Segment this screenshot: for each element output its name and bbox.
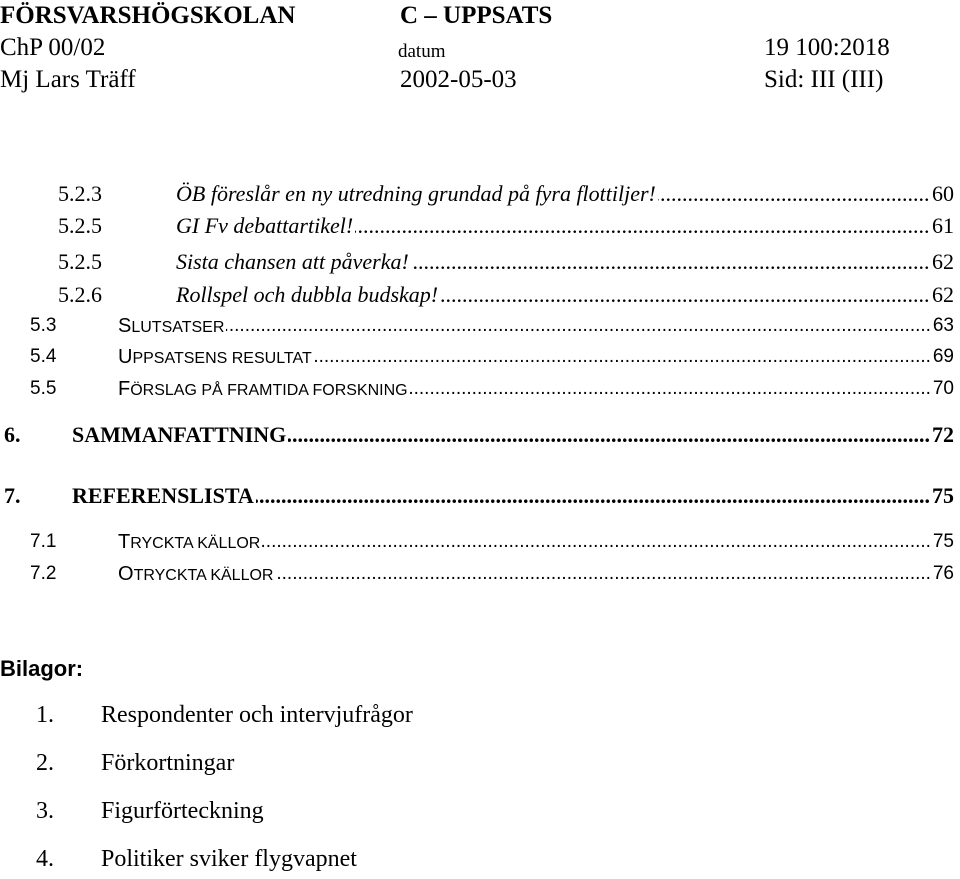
date-label: datum [398,41,446,62]
toc-number: 5.4 [30,346,57,367]
toc-entry[interactable] [0,483,960,509]
toc-page: 63 [931,313,954,339]
toc-title: FÖRSLAG PÅ FRAMTIDA FORSKNING [118,376,410,404]
toc-title: TRYCKTA KÄLLOR [118,529,262,557]
toc-number: 6. [4,422,21,447]
attachment-number: 2. [36,750,54,776]
attachment-label: Politiker sviker flygvapnet [101,846,357,872]
toc-entry[interactable] [0,376,960,402]
attachment-label: Förkortningar [101,750,235,776]
toc-entry[interactable] [0,313,960,339]
toc-page: 75 [932,483,954,508]
toc-entry[interactable] [0,529,960,555]
toc-page: 69 [931,344,954,370]
toc-entry[interactable] [0,282,960,308]
toc-title: SAMMANFATTNING [72,422,287,447]
toc-page: 62 [932,282,954,307]
toc-title: UPPSATSENS RESULTAT [118,344,314,372]
toc-page: 76 [931,561,954,587]
toc-title: Rollspel och dubbla budskap! [176,282,439,307]
school-name: FÖRSVARSHÖGSKOLAN [0,2,296,29]
toc-entry[interactable] [0,181,960,207]
toc-number: 5.3 [30,315,57,336]
attachments-heading: Bilagor: [0,656,84,681]
toc-page: 60 [932,181,954,206]
toc-number: 5.2.5 [58,213,102,238]
toc-entry[interactable] [0,249,960,275]
toc-title: GI Fv debattartikel! [176,213,354,238]
toc-entry[interactable] [0,422,960,448]
toc-page: 72 [932,422,954,447]
toc-title: ÖB föreslår en ny utredning grundad på fyra flottiljer! [176,181,656,206]
attachment-number: 1. [36,702,54,728]
toc-number: 7.1 [30,531,57,552]
document-date: 2002-05-03 [400,66,517,93]
toc-entry[interactable] [0,213,960,239]
document-type: C – UPPSATS [400,2,553,29]
toc-title: REFERENSLISTA [72,483,254,508]
toc-title: OTRYCKTA KÄLLOR [118,561,275,589]
toc-page: 61 [932,213,954,238]
toc-number: 5.2.3 [58,181,102,206]
toc-number: 7. [4,483,21,508]
attachment-number: 4. [36,846,54,872]
attachment-label: Respondenter och intervjufrågor [101,702,413,728]
toc-page: 75 [931,529,954,555]
author-name: Mj Lars Träff [0,66,136,93]
toc-title: Sista chansen att påverka! [176,249,409,274]
toc-page: 70 [931,376,954,402]
toc-number: 5.5 [30,378,57,399]
toc-leader [118,313,930,339]
page-indicator: Sid: III (III) [764,66,884,93]
toc-number: 5.2.6 [58,282,102,307]
toc-number: 7.2 [30,563,57,584]
toc-entry[interactable] [0,561,960,587]
attachment-label: Figurförteckning [101,798,264,824]
attachment-number: 3. [36,798,54,824]
program-code: ChP 00/02 [0,34,106,61]
toc-number: 5.2.5 [58,249,102,274]
toc-page: 62 [932,249,954,274]
toc-title: SLUTSATSER [118,313,226,341]
document-number: 19 100:2018 [764,34,890,61]
toc-entry[interactable] [0,344,960,370]
